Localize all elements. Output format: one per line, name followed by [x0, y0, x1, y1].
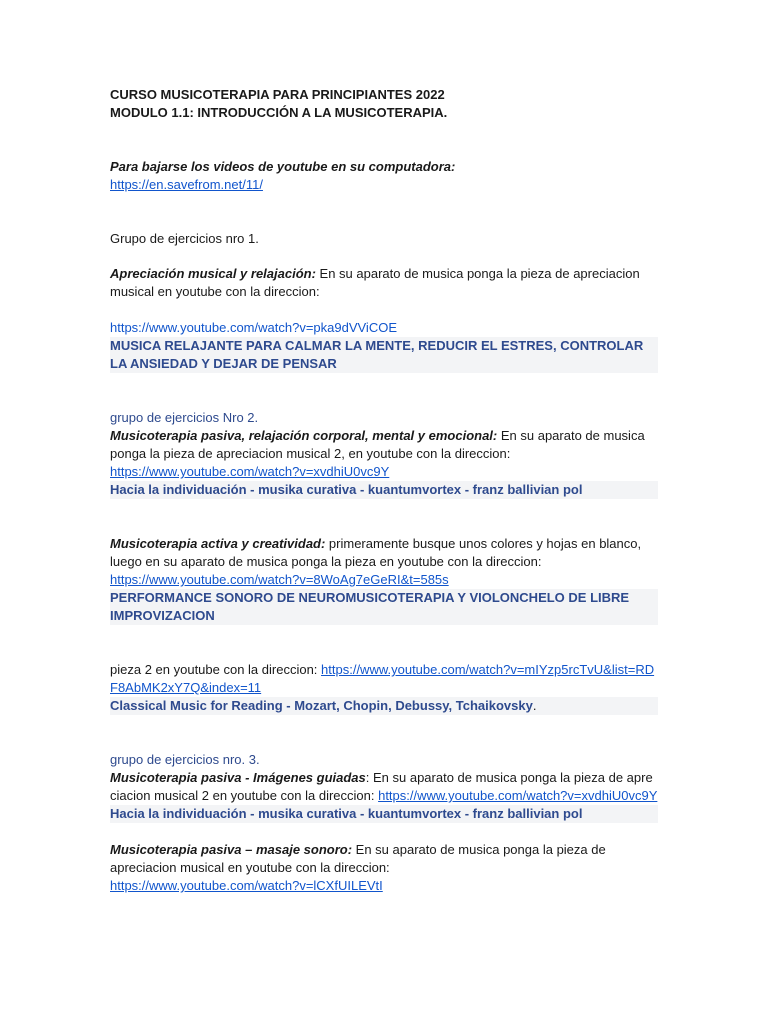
- group2-ex1-song-title: Hacia la individuación - musika curativa - kuantumvortex - franz ballivian pol: [110, 481, 658, 499]
- group1-title: Grupo de ejercicios nro 1.: [110, 231, 259, 246]
- group2-ex2-song-title: PERFORMANCE SONORO DE NEUROMUSICOTERAPIA Y VIOLONCHELO DE LIBRE IMPROVIZACION: [110, 589, 658, 625]
- group2-ex2-video-link[interactable]: https://www.youtube.com/watch?v=8WoAg7eGeRI&t=585s: [110, 572, 449, 587]
- group2-ex1-video-link[interactable]: https://www.youtube.com/watch?v=xvdhiU0vc9Y: [110, 464, 390, 479]
- group2-piece2-song-end: .: [532, 698, 537, 713]
- spacer: [110, 248, 658, 265]
- download-heading: Para bajarse los videos de youtube en su computadora:: [110, 159, 456, 174]
- group3-ex1-text: : En su aparato de musica ponga la pieza de apreciacion musical 2 en youtube con la direccion:: [110, 770, 653, 803]
- group2-piece2-song: [110, 697, 658, 715]
- group2-title: grupo de ejercicios Nro 2.: [110, 410, 259, 425]
- group1-song-title: MUSICA RELAJANTE PARA CALMAR LA MENTE, REDUCIR EL ESTRES, CONTROLAR LA ANSIEDAD Y DEJAR DE PENSAR: [110, 337, 658, 373]
- group3-ex2-video-link[interactable]: https://www.youtube.com/watch?v=lCXfUILEVtI: [110, 878, 383, 893]
- spacer: [110, 373, 658, 409]
- spacer: [110, 499, 658, 535]
- module-title: MODULO 1.1: INTRODUCCIÓN A LA MUSICOTERAPIA.: [110, 105, 448, 120]
- group2-ex2-label: Musicoterapia activa y creatividad:: [110, 536, 326, 551]
- course-title: CURSO MUSICOTERAPIA PARA PRINCIPIANTES 2022: [110, 87, 445, 102]
- spacer: [110, 625, 658, 661]
- savefrom-link[interactable]: https://en.savefrom.net/11/: [110, 177, 263, 192]
- group2-piece2-video-link[interactable]: https://www.youtube.com/watch?v=mIYzp5rcTvU&list=RDF8AbMK2xY7Q&index=11: [110, 662, 655, 695]
- group3-title: grupo de ejercicios nro. 3.: [110, 752, 260, 767]
- group2-exercise1: [110, 427, 658, 463]
- document-page: [110, 86, 658, 895]
- group3-ex1-label: Musicoterapia pasiva - Imágenes guiadas: [110, 770, 366, 785]
- spacer: [110, 715, 658, 751]
- group3-ex1-video-link[interactable]: https://www.youtube.com/watch?v=xvdhiU0vc9Y: [378, 788, 658, 803]
- group2-ex2-text: primeramente busque unos colores y hojas en blanco, luego en su aparato de musica ponga la pieza en youtube con la direccion:: [110, 536, 642, 569]
- group2-exercise2: [110, 535, 658, 571]
- group3-exercise2: [110, 841, 658, 877]
- group2-ex1-text: En su aparato de musica ponga la pieza de apreciacion musical 2, en youtube con la direccion:: [110, 428, 645, 461]
- spacer: [110, 301, 658, 319]
- group3-ex2-label: Musicoterapia pasiva – masaje sonoro:: [110, 842, 353, 857]
- spacer: [110, 122, 658, 158]
- group2-piece2: [110, 661, 658, 697]
- group3-ex1-song-title: Hacia la individuación - musika curativa - kuantumvortex - franz ballivian pol: [110, 805, 658, 823]
- group1-exercise: [110, 265, 658, 301]
- group2-piece2-text: pieza 2 en youtube con la direccion:: [110, 662, 322, 677]
- spacer: [110, 194, 658, 230]
- group2-ex1-label: Musicoterapia pasiva, relajación corporal, mental y emocional:: [110, 428, 498, 443]
- group1-exercise-label: Apreciación musical y relajación:: [110, 266, 316, 281]
- group3-ex2-text: En su aparato de musica ponga la pieza de apreciacion musical en youtube con la direccion:: [110, 842, 606, 875]
- spacer: [110, 823, 658, 841]
- group1-exercise-text: En su aparato de musica ponga la pieza de apreciacion musical en youtube con la direccion:: [110, 266, 640, 299]
- group2-piece2-song-title: Classical Music for Reading - Mozart, Chopin, Debussy, Tchaikovsky: [110, 698, 533, 713]
- group3-exercise1: [110, 769, 658, 805]
- group1-video-link[interactable]: https://www.youtube.com/watch?v=pka9dVViCOE: [110, 320, 397, 335]
